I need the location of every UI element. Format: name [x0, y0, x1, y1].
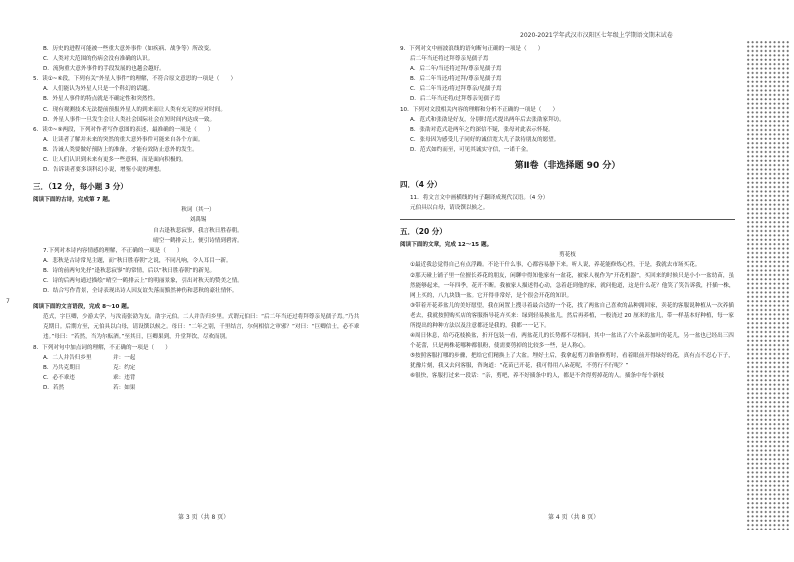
binding-dot-pattern [746, 40, 790, 530]
option-row [33, 373, 363, 383]
question-6-stem: 6．读⑦~⑨两段，下列对作者写作意图的表述，最准确的一项是（ ） [33, 126, 214, 133]
option: D．范式如约而至，可见其诚实守信，一诺千金。 [410, 146, 532, 153]
question-7-stem [33, 246, 363, 256]
essay-paragraph: ②那天碰上铺子里一位擅长养花的朋友，闲聊中得知他家有一盆花，被家人视作为“开花机器”，买回来的时候只是小小一盆幼苗，虽然能够起来，一年四季，花开不断。我被家人描述得心动，急着赶到他的家，就问他道，这是什么花？他笑了笑告诉我，扦插一株，网上买的，八九块钱一盆。它开得非常好，是个很会开花的知识。 [410, 272, 735, 299]
section-3-title: 三．（12 分，每小题 3 分） [33, 182, 128, 192]
question-10-stem: 10．下列对文段相关内容的理解和分析不正确的一项是（ ） [400, 106, 559, 113]
option: C．张母因为感受儿子同好的诚信宽大儿子款待朋友的愿望。 [410, 136, 560, 143]
section-5-title: 五．（20 分） [400, 227, 447, 237]
option: B．张劭对范式赴两年之约深信不疑，张母对此表示怀疑。 [410, 126, 554, 133]
question-11-sentence: 元伯具以白母，请设馔以候之。 [410, 205, 489, 212]
option-right: 若：如果 [113, 384, 136, 391]
section-instruction: 阅读下面的文言语段，完成 8～10 题。 [33, 304, 133, 311]
option: C．诗的后两句通过描绘“晴空一鹤排云上”的明丽景象，引出对秋天的赞美之情。 [43, 277, 243, 284]
option-left: A．二人并告归乡里 [43, 354, 92, 361]
option: D．告诉读者要多读科幻小说，增鉴小说的理想。 [43, 167, 165, 174]
essay-paragraph: ③带着开花养盆儿的美好愿望，我在闲置上搜寻着最合适的一个花，找了两盆自己喜欢的品种拥回家，卖花的客服说种植从一次养插老去，我就按照购买店的客服指导花卉买来：绿到轻易换盆儿，然后再养植，一般浇过 20 厘米的盆儿，带一样基本好种植，每一家所提出的种种方法以及注意都还是我的，我都一一记下。 [410, 302, 734, 329]
option: C．现有观测技术无法提前预报外星人的到来而让人类有充足的应对时间。 [43, 106, 226, 113]
option-left: C．必不乖违 [43, 374, 75, 381]
option-right: 乖：违背 [113, 374, 136, 381]
option: A．后二年/当还将过拜/尊亲见孺子焉 [410, 66, 502, 73]
poem-author: 刘禹锡 [189, 217, 207, 224]
page-header: 2020-2021学年武汉市汉阳区七年级上学期语文期末试卷 [520, 32, 673, 39]
essay-paragraph: ①最近我总觉得自己有点浮躁。不论干什么事，心都容易静下来。听人说，养花能修炼心性，于是，我就去市场买花。 [410, 262, 701, 269]
essay-paragraph: ④周日休息，给巧花枝换盆，折开包装一看，两盆花儿的长势都不尽相同，其中一盆出了六个朵蕊加叶的花儿，另一盆也已经出三四个花蕾，只是两株花哪种都很粉，使需要剪掉的比较多一些，是人称心。 [410, 333, 734, 350]
section-instruction: 阅读下面的文章，完成 12～15 题。 [400, 242, 493, 249]
option: B．外星人事件的特点就是不确定性和突然性。 [43, 96, 159, 103]
option-row [33, 383, 363, 393]
question-7-text: 下列对本诗内容情感的理解，不正确的一项是（ ） [48, 247, 183, 254]
classical-passage: 范式，字巨卿，少游太学，与汝南张劭为友。劭字元伯。二人并告归乡里。式谓元伯曰：“后二年当还过将拜尊亲见孺子焉。”乃共克期日。后期方至，元伯具以白母，请设馔以候之。母曰：“二年之别，千里结言，尔何相信之审邪？”对曰：“巨卿信士，必不乖违。”母曰：“若然，当为尔酝酒。”至其日，巨卿果到，升堂拜饮，尽欢而别。 [43, 314, 360, 341]
option: D．后二年当还将/过拜尊亲见孺子焉 [410, 96, 501, 103]
poem-line: 自古逢秋悲寂寥，我言秋日胜春朝。 [153, 227, 243, 234]
part-2-title: 第Ⅱ卷（非选择题 90 分） [514, 161, 621, 172]
option-row [33, 363, 363, 373]
question-11-stem: 11．将文言文中画横线的句子翻译成现代汉语。（4 分） [410, 195, 549, 202]
page-footer-right: 第 4 页（共 8 页） [548, 514, 600, 521]
option-right: 克：约定 [113, 364, 136, 371]
left-column [33, 44, 363, 393]
option: B．诗的前两句先抒“逢秋悲寂寥”的常情，后以“秋日胜春朝”的新见。 [43, 267, 216, 274]
section-instruction: 阅读下面的古诗，完成第 7 题。 [33, 197, 114, 204]
option-left: D．若然 [43, 384, 65, 391]
option: C．让人们认识到未来有更多一些意料，而是面向积极的。 [43, 157, 187, 164]
question-8-stem: 8．下列对句中加点词的理解，不正确的一项是（ ） [33, 344, 171, 351]
option: A．人们能认为外星人只是一个科幻的话题。 [43, 86, 154, 93]
question-7-number: 7. [43, 247, 49, 254]
option-right: 并：一起 [113, 354, 136, 361]
essay-paragraph: ⑤按照客服打哪的步骤，把给它们精换上了大盆。埋好土后，我拿起剪刀准备修剪时，看着眼前开得绿好的花，真有点不忍心下子，犹豫片刻，我又去问客服，咨询道：“花苗已开花，我可得用八朵花呢，不剪行不行呢？” [410, 353, 734, 370]
option: C．人类对大范围的伤病会没有准确的认识。 [43, 56, 154, 63]
option: A．范式和张劭是好友，分别时范式提出两年后去张劭家拜访。 [410, 116, 565, 123]
option: B．告诫人类要做好预防上的准备，才能有效防止意外的发生。 [43, 146, 198, 153]
option: D．流狗重大意外事件的手段发展的也越会越好。 [43, 66, 165, 73]
question-9-stem: 9．下列对文中画波浪线的语句断句正确的一项是（ ） [400, 46, 544, 52]
section-4-title: 四．（4 分） [400, 180, 442, 190]
answer-line [400, 219, 735, 220]
option: B．历史的进程可能被一些重大意外事件（如疾病、战争等）所改变。 [43, 46, 215, 52]
option: C．后二年当还/将过拜尊亲/见孺子焉 [410, 86, 502, 93]
option: D．外星人事件一旦发生会让人类社会国际社会在短时间内达成一致。 [43, 116, 216, 123]
poem-line: 晴空一鹤排云上，便引诗情到碧霄。 [153, 237, 243, 244]
option: D．结合写作背景，全诗表现出诗人因友谊失落而黯然神伤和悲秋的豪壮情怀。 [43, 288, 238, 295]
option-row [33, 353, 363, 363]
page-footer-left: 第 3 页（共 8 页） [178, 514, 230, 521]
option: A．让读者了解并未来的突然的重大意外事件可能来自各个方面。 [43, 136, 204, 143]
poem-title: 秋词（其一） [181, 207, 215, 214]
essay-paragraph: ⑥很快，客服打过来一段话：“亲，剪吧，养不好插条中的人，都是不舍得剪掉花的人。插条中每个新枝 [410, 373, 665, 380]
margin-question-number: 7 [6, 298, 10, 305]
question-5-stem: 5．读①~⑥段，下列有关“外星人事件”的理解，不符合原文意思的一项是（ ） [33, 76, 237, 83]
option: B．后二年当还/将过拜/尊亲见孺子焉 [410, 76, 502, 83]
right-column [400, 44, 735, 382]
essay-title: 剪花枝 [559, 252, 576, 259]
question-9-sentence: 后二年当还将过拜尊亲见孺子焉 [410, 56, 489, 63]
option: A．悲秋是古诗常见主题，而“秋日胜春朝”之说，不同凡响，令人耳目一新。 [43, 257, 232, 264]
option-left: B．乃共克期日 [43, 364, 81, 371]
